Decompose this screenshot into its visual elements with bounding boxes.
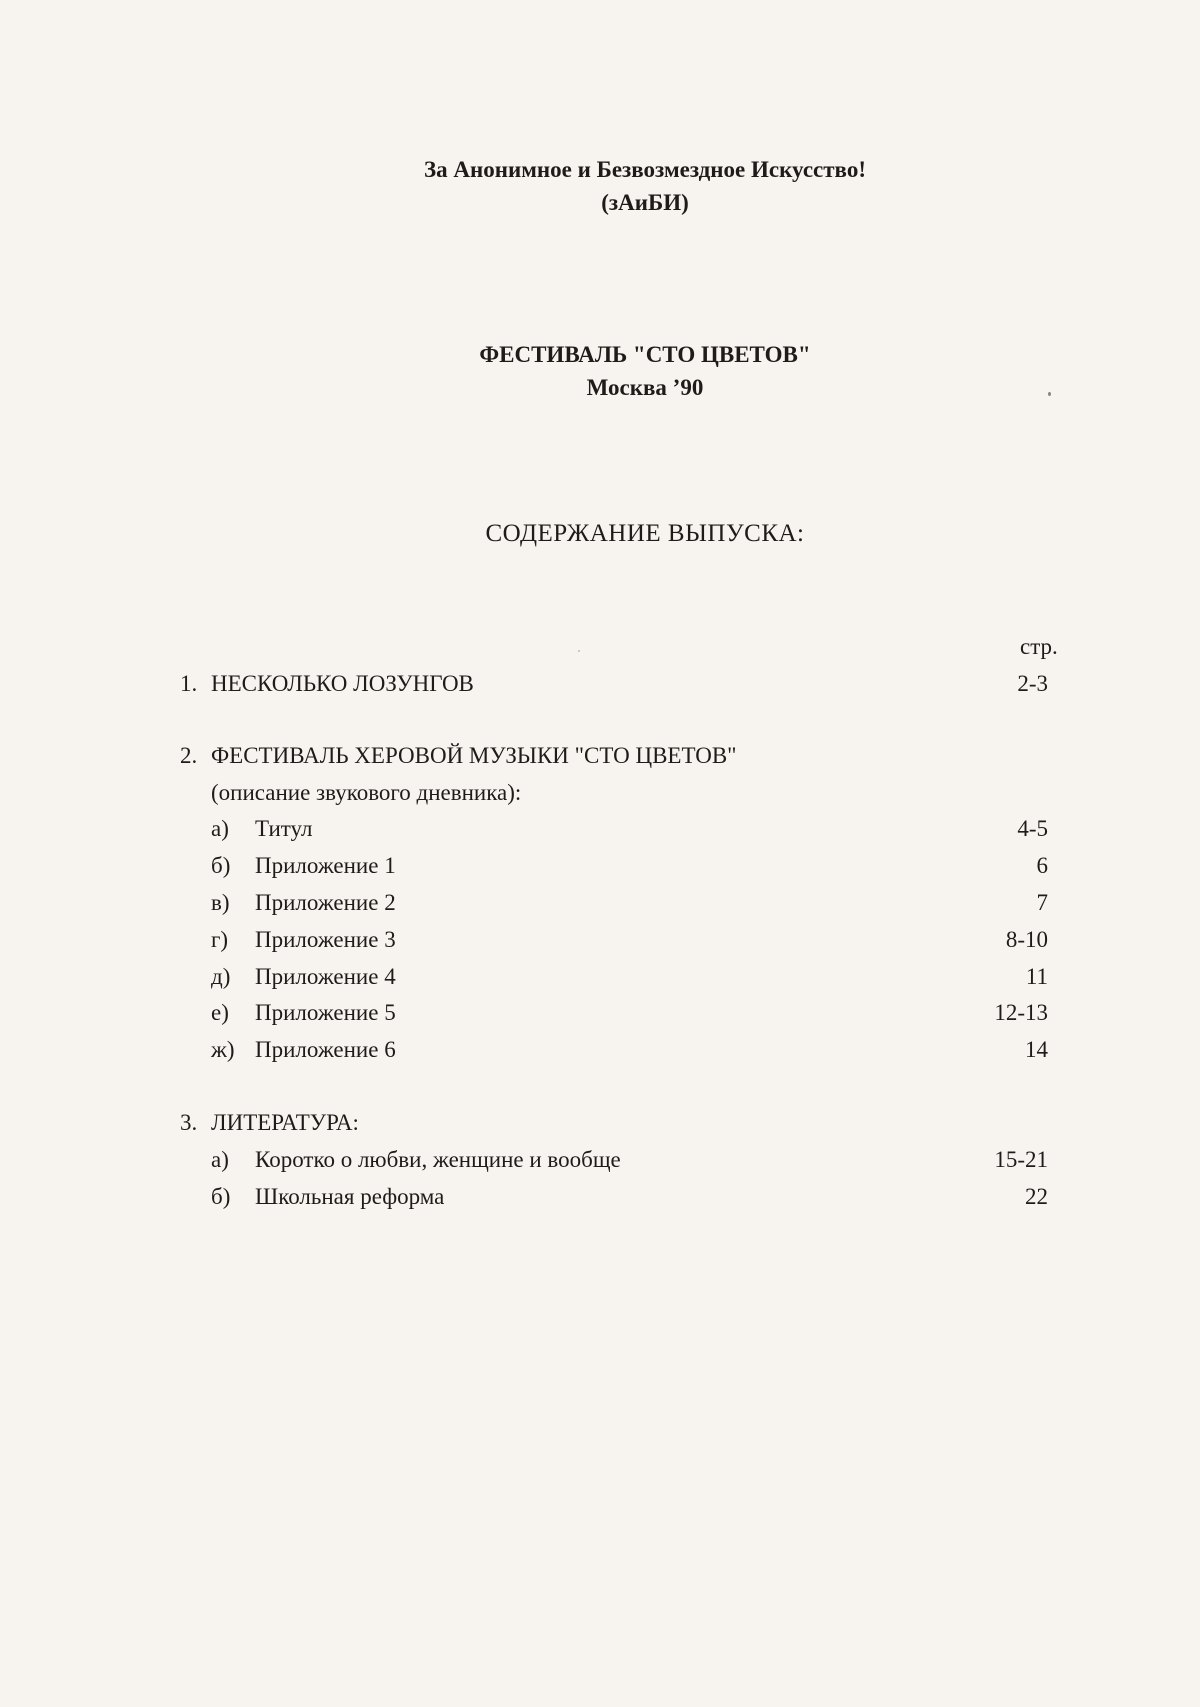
motto-line: За Анонимное и Безвозмездное Искусство! — [424, 157, 866, 182]
page-range: 8-10 — [1005, 927, 1048, 952]
festival-place-year: Москва ’90 — [586, 375, 704, 400]
page-range: 14 — [1025, 1037, 1048, 1062]
toc-item — [0, 923, 1200, 957]
toc-item — [0, 849, 1200, 883]
section-number: 2. — [180, 743, 198, 768]
section-note: (описание звукового дневника): — [211, 780, 522, 805]
item-title: Приложение 5 — [255, 1000, 396, 1025]
item-letter: в) — [211, 890, 230, 915]
item-letter: ж) — [211, 1037, 235, 1062]
page-range: 7 — [1036, 890, 1048, 915]
toc-item — [0, 1180, 1200, 1214]
item-title: Титул — [255, 816, 313, 841]
item-title: Приложение 2 — [255, 890, 396, 915]
speck-mark — [578, 650, 580, 652]
page-range: 6 — [1036, 853, 1048, 878]
section-title: ФЕСТИВАЛЬ ХЕРОВОЙ МУЗЫКИ "СТО ЦВЕТОВ" — [211, 743, 737, 768]
page-range: 15-21 — [994, 1147, 1048, 1172]
item-title: Приложение 1 — [255, 853, 396, 878]
item-letter: б) — [211, 853, 231, 878]
toc-item — [0, 812, 1200, 846]
toc-item — [0, 996, 1200, 1030]
toc-item — [0, 886, 1200, 920]
section-number: 3. — [180, 1110, 198, 1135]
festival-title-block — [45, 338, 1200, 404]
item-title: Коротко о любви, женщине и вообще — [255, 1147, 621, 1172]
item-title: Приложение 3 — [255, 927, 396, 952]
item-letter: е) — [211, 1000, 229, 1025]
toc-section — [0, 667, 1200, 701]
item-letter: а) — [211, 1147, 229, 1172]
motto-block — [45, 153, 1200, 219]
page-range: 22 — [1025, 1184, 1048, 1209]
toc-item — [0, 960, 1200, 994]
motto-abbreviation: (зАиБИ) — [601, 190, 689, 215]
item-letter: а) — [211, 816, 229, 841]
page-range: 4-5 — [1017, 816, 1048, 841]
toc-section — [0, 739, 1200, 773]
item-title: Приложение 4 — [255, 964, 396, 989]
page-column-label: стр. — [1020, 634, 1058, 659]
section-title: НЕСКОЛЬКО ЛОЗУНГОВ — [211, 671, 474, 696]
item-letter: д) — [211, 964, 231, 989]
section-note-row — [0, 776, 1200, 810]
item-title: Приложение 6 — [255, 1037, 396, 1062]
page-range: 2-3 — [1017, 671, 1048, 696]
page-range: 12-13 — [994, 1000, 1048, 1025]
page-range: 11 — [1025, 964, 1048, 989]
item-letter: б) — [211, 1184, 231, 1209]
item-letter: г) — [211, 927, 229, 952]
speck-mark — [1048, 392, 1051, 396]
item-title: Школьная реформа — [255, 1184, 445, 1209]
section-title: ЛИТЕРАТУРА: — [211, 1110, 359, 1135]
toc-item — [0, 1143, 1200, 1177]
festival-title: ФЕСТИВАЛЬ "СТО ЦВЕТОВ" — [479, 342, 811, 367]
toc-section — [0, 1106, 1200, 1140]
contents-heading: СОДЕРЖАНИЕ ВЫПУСКА: — [485, 520, 805, 547]
section-number: 1. — [180, 671, 198, 696]
toc-item — [0, 1033, 1200, 1067]
